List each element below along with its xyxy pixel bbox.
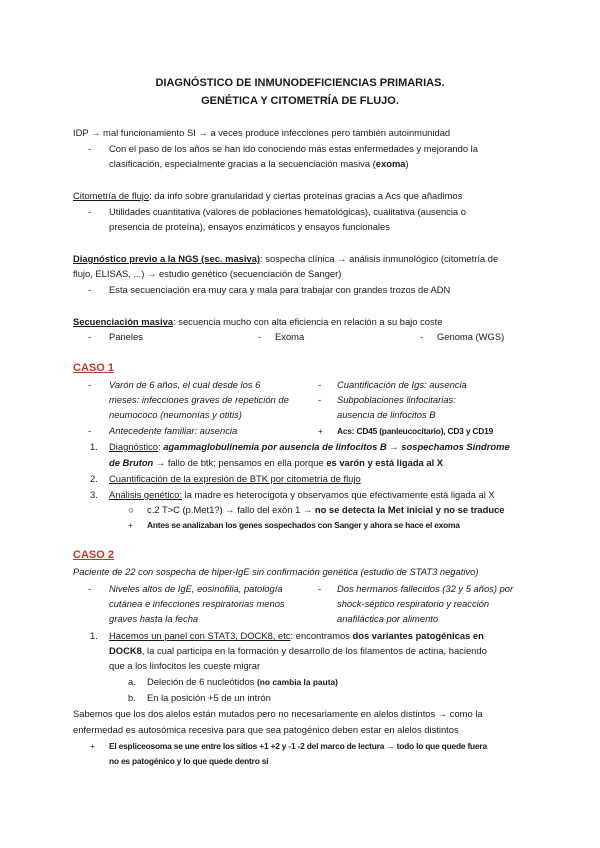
caso1-right1: Cuantificación de Igs: ausencia (337, 379, 467, 390)
bullet-dash: - (88, 143, 92, 154)
caso1-title: CASO 1 (73, 362, 114, 374)
caso2-intro: Paciente de 22 con sospecha de hiper-IgE sin confirmación genética (estudio de STAT3 negativo) (73, 566, 479, 577)
bullet-dash: - (318, 583, 322, 594)
list-letter: a. (128, 676, 136, 687)
caso2-sub-b: En la posición +5 de un intrón (147, 692, 271, 703)
caso2-left-line3: graves hasta la fecha (109, 613, 199, 624)
citometria-bullet-line1: Utilidades cuantitativa (valores de poblaciones hematológicas), cualitativa (ausencia o (109, 206, 466, 217)
caso1-right2-line2: ausencia de linfocitos B (337, 409, 436, 420)
bullet-plus: + (318, 426, 323, 436)
caso2-item1-line1: Hacemos un panel con STAT3, DOCK8, etc: encontramos dos variantes patogénicas en (109, 630, 484, 641)
bullet-circle: ○ (128, 504, 134, 515)
caso1-sub1: c.2 T>C (p.Met1?) → fallo del exón 1 → no se detecta la Met inicial y no se traduce (147, 504, 505, 515)
bullet-dash: - (318, 394, 322, 405)
bullet-dash: - (88, 206, 92, 217)
secuenciacion-heading: Secuenciación masiva: secuencia mucho con alta eficiencia en relación a su bajo coste (73, 316, 443, 327)
citometria-bullet-line2: presencia de proteína), ensayos enzimáticos y ensayos funcionales (109, 221, 390, 232)
citometria-heading: Citometría de flujo: da info sobre granularidad y ciertas proteínas gracias a Acs que añadimos (73, 190, 463, 201)
caso2-left-line2: cutánea e infecciones respiratorias menos (109, 598, 285, 609)
caso2-right-line1: Dos hermanos fallecidos (32 y 5 años) por (337, 583, 514, 594)
caso1-right3: Acs: CD45 (panleucocitario), CD3 y CD19 (337, 426, 494, 436)
caso2-item1-line2: DOCK8, la cual participa en la formación y desarrollo de los filamentos de actina, haciendo (109, 645, 487, 656)
caso1-right2-line1: Subpoblaciones linfocitarias: (337, 394, 456, 405)
doc-title-line1: DIAGNÓSTICO DE INMUNODEFICIENCIAS PRIMARIAS. (155, 77, 445, 89)
list-number: 1. (90, 630, 98, 641)
list-number: 3. (90, 489, 98, 500)
bullet-dash: - (88, 583, 92, 594)
caso2-paragraph-line1: Sabemos que los dos alelos están mutados pero no necesariamente en alelos distintos → como la (73, 708, 483, 719)
bullet-plus: + (90, 741, 95, 751)
bullet-dash: - (258, 331, 262, 342)
list-number: 2. (90, 473, 98, 484)
bullet-dash: - (420, 331, 424, 342)
caso1-left1-line2: meses: infecciones graves de repetición de (109, 394, 289, 405)
list-letter: b. (128, 692, 136, 703)
diag-previo-heading: Diagnóstico previo a la NGS (sec. masiva): sospecha clínica → análisis inmunológico (citometría de (73, 253, 499, 264)
caso1-item3: Análisis genético: la madre es heterocigota y observamos que efectivamente está ligada al X (109, 489, 495, 500)
secuenciacion-item-paneles: Paneles (109, 331, 143, 342)
caso2-paragraph-line2: enfermedad es autosómica recesiva para que sea patogénico deben estar en alelos distintos (73, 724, 459, 735)
bullet-plus: + (128, 520, 133, 530)
caso2-right-line3: anafiláctica por alimento (337, 613, 439, 624)
list-number: 1. (90, 441, 98, 452)
bullet-dash: - (88, 425, 92, 436)
caso2-left-line1: Niveles altos de IgE, eosinofilia, patología (109, 583, 283, 594)
caso2-title: CASO 2 (73, 549, 114, 561)
caso2-item1-line3: que a los linfocitos les cueste migrar (109, 660, 261, 671)
diag-previo-line2: flujo, ELISAS, ...) → estudio genético (secuenciación de Sanger) (73, 268, 342, 279)
idp-intro: IDP → mal funcionamiento SI → a veces produce infecciones pero también autoinmunidad (73, 127, 451, 138)
caso1-left1-line1: Varón de 6 años, el cual desde los 6 (109, 379, 261, 390)
caso1-item1-line2: de Bruton → fallo de btk; pensamos en ella porque es varón y está ligada al X (109, 457, 444, 468)
caso1-item2: Cuantificación de la expresión de BTK por citometría de flujo (109, 473, 361, 484)
bullet-dash: - (318, 379, 322, 390)
caso2-plus-line2: no es patogénico y lo que quede dentro sí (109, 756, 269, 766)
caso2-sub-a: Deleción de 6 nucleótidos (no cambia la pauta) (147, 676, 338, 687)
secuenciacion-item-genoma: Genoma (WGS) (437, 331, 505, 342)
bullet-dash: - (88, 284, 92, 295)
caso1-sub2: Antes se analizaban los genes sospechados con Sanger y ahora se hace el exoma (147, 520, 460, 530)
secuenciacion-item-exoma: Exoma (275, 331, 305, 342)
caso1-left1-line3: neumococo (neumonías y otitis) (109, 409, 242, 420)
caso2-right-line2: shock-séptico respiratorio y reacción (337, 598, 490, 609)
idp-bullet-line2: clasificación, especialmente gracias a la secuenciación masiva (exoma) (109, 158, 409, 169)
diag-previo-bullet: Esta secuenciación era muy cara y mala para trabajar con grandes trozos de ADN (109, 284, 451, 295)
caso2-plus-line1: El espliceosoma se une entre los sitios +1 +2 y -1 -2 del marco de lectura → todo lo que quede fuera (109, 741, 487, 751)
bullet-dash: - (88, 331, 92, 342)
doc-title-line2: GENÉTICA Y CITOMETRÍA DE FLUJO. (201, 95, 399, 107)
bullet-dash: - (88, 379, 92, 390)
caso1-item1-line1: Diagnóstico: agammaglobulinemia por ausencia de linfocitos B → sospechamos Síndrome (109, 441, 510, 452)
caso1-left2: Antecedente familiar: ausencia (109, 425, 238, 436)
idp-bullet-line1: Con el paso de los años se han ido conociendo más estas enfermedades y mejorando la (109, 143, 478, 154)
